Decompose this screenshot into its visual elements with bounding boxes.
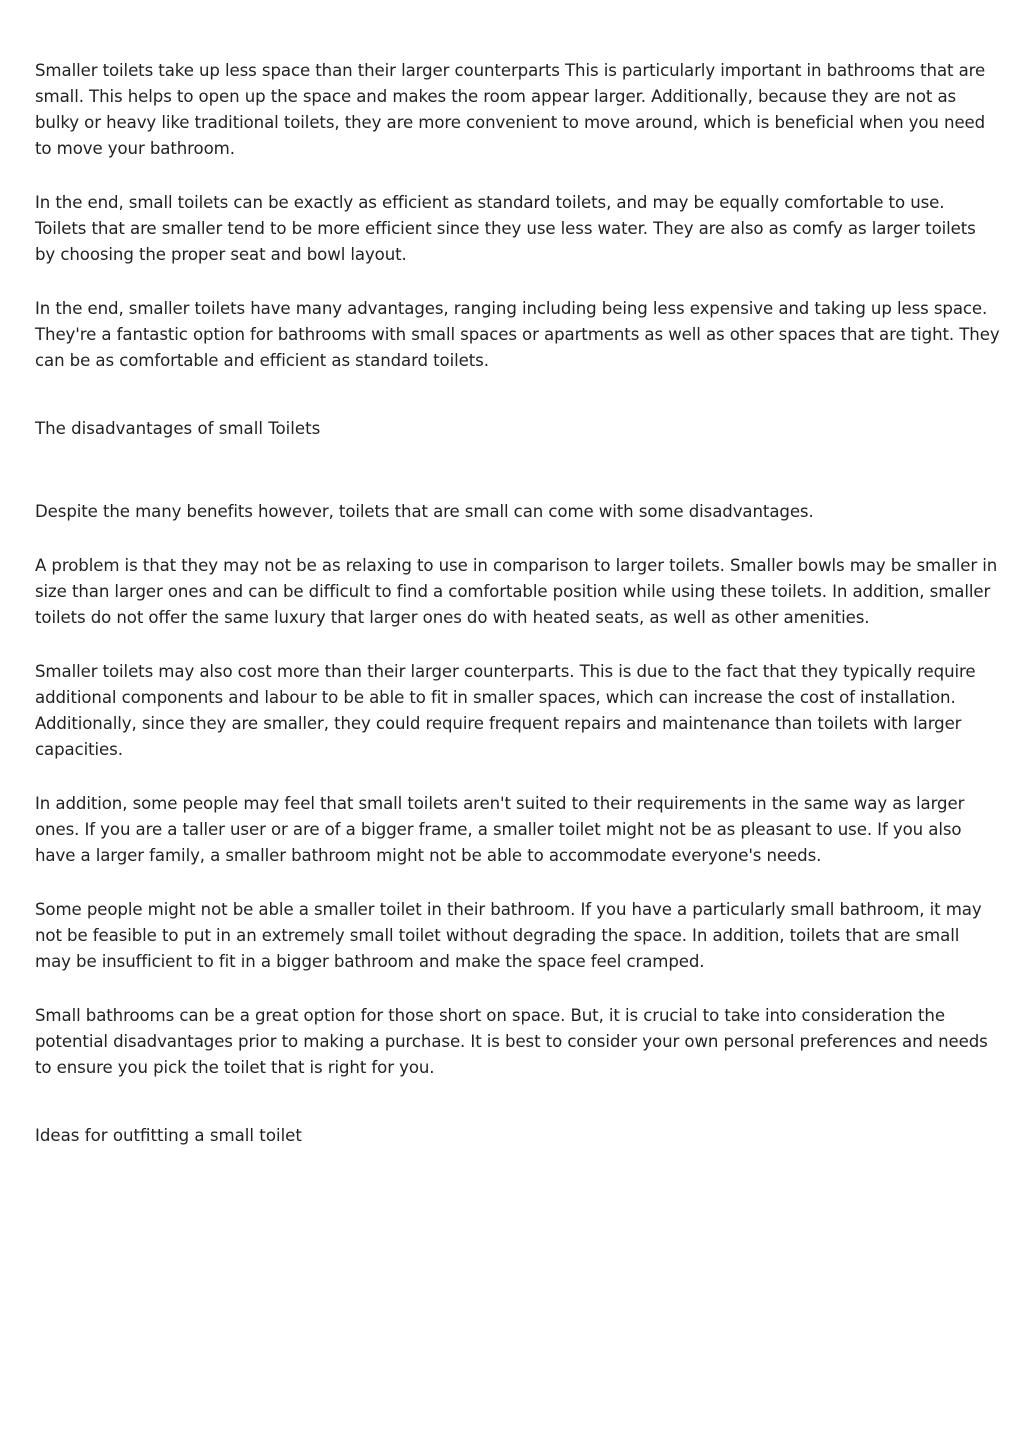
paragraph-conclusion: Small bathrooms can be a great option for those short on space. But, it is crucial to take into consideration the potential disadvantages prior to making a purchase. It is best to consider your own personal preferences and needs to ensure you pick the toilet that is right for you. <box>35 1006 988 1077</box>
heading-ideas: Ideas for outfitting a small toilet <box>35 1126 302 1145</box>
paragraph-space-saving: Smaller toilets take up less space than their larger counterparts This is particularly important in bathrooms that are small. This helps to open up the space and makes the room appear larger. Additionally, because they are not as bulky or heavy like traditional toilets, they are more convenient to move around, which is beneficial when you need to move your bathroom. <box>35 61 986 158</box>
document-page <box>35 58 1000 1149</box>
paragraph-requirements: In addition, some people may feel that small toilets aren't suited to their requirements in the same way as larger ones. If you are a taller user or are of a bigger frame, a smaller toilet might not be as pleasant to use. If you also have a larger family, a smaller bathroom might not be able to accommodate everyone's needs. <box>35 794 965 865</box>
paragraph-cost: Smaller toilets may also cost more than their larger counterparts. This is due to the fact that they typically require additional components and labour to be able to fit in smaller spaces, which can increase the cost of installation. Additionally, since they are smaller, they could require frequent repairs and maintenance than toilets with larger capacities. <box>35 662 976 759</box>
paragraph-comfort: A problem is that they may not be as relaxing to use in comparison to larger toilets. Smaller bowls may be smaller in size than larger ones and can be difficult to find a comfortable position while using these toilets. In addition, smaller toilets do not offer the same luxury that larger ones do with heated seats, as well as other amenities. <box>35 556 998 627</box>
paragraph-advantages-summary: In the end, smaller toilets have many advantages, ranging including being less expensive and taking up less space. They're a fantastic option for bathrooms with small spaces or apartments as well as other spaces that are tight. They can be as comfortable and efficient as standard toilets. <box>35 299 1000 370</box>
heading-disadvantages: The disadvantages of small Toilets <box>35 419 321 438</box>
paragraph-fit: Some people might not be able a smaller toilet in their bathroom. If you have a particularly small bathroom, it may not be feasible to put in an extremely small toilet without degrading the space. In addition, toilets that are small may be insufficient to fit in a bigger bathroom and make the space feel cramped. <box>35 900 982 971</box>
paragraph-efficiency: In the end, small toilets can be exactly as efficient as standard toilets, and may be equally comfortable to use. Toilets that are smaller tend to be more efficient since they use less water. They are also as comfy as larger toilets by choosing the proper seat and bowl layout. <box>35 193 976 264</box>
paragraph-disadvantages-intro: Despite the many benefits however, toilets that are small can come with some disadvantages. <box>35 502 814 521</box>
